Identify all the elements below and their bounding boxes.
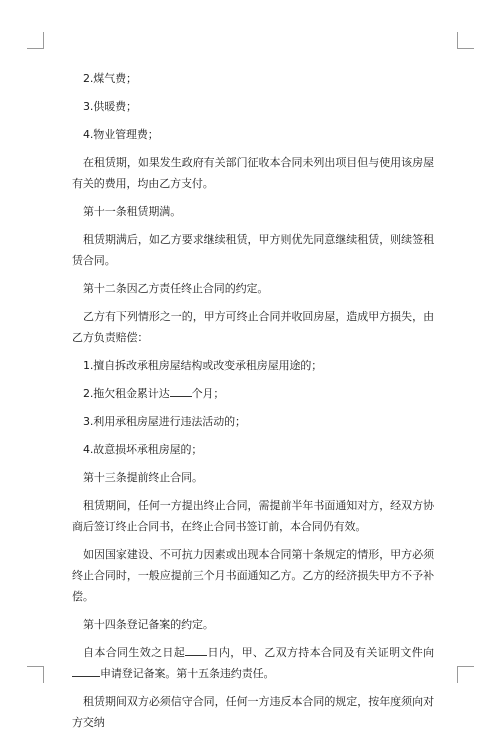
condition-2-text-after: 个月； xyxy=(191,387,225,400)
paragraph-termination-conditions: 乙方有下列情形之一的，甲方可终止合同并收回房屋，造成甲方损失，由乙方负责赔偿： xyxy=(72,310,434,344)
condition-2-text-before: 2.拖欠租金累计达 xyxy=(83,387,170,400)
crop-mark-top-right xyxy=(457,32,474,49)
registration-text-middle: 日内，甲、乙双方持本合同及有关证明文件向 xyxy=(207,646,434,659)
condition-2 xyxy=(72,383,434,404)
article-13-heading: 第十三条提前终止合同。 xyxy=(83,471,203,484)
blank-days xyxy=(185,655,207,656)
paragraph-early-termination: 租赁期间，任何一方提出终止合同，需提前半年书面通知对方，经双方协商后签订终止合同书，在终止合同书签订前，本合同仍有效。 xyxy=(72,499,434,533)
blank-authority xyxy=(72,676,100,677)
article-11-heading: 第十一条租赁期满。 xyxy=(83,205,182,218)
blank-months xyxy=(170,396,192,397)
paragraph-renewal: 租赁期满后，如乙方要求继续租赁，甲方则优先同意继续租赁，则续签租赁合同。 xyxy=(72,233,434,267)
paragraph-force-majeure: 如因国家建设、不可抗力因素或出现本合同第十条规定的情形，甲方必须终止合同时，一般应提前三个月书面通知乙方。乙方的经济损失甲方不予补偿。 xyxy=(72,548,434,603)
paragraph-other-fees: 在租赁期，如果发生政府有关部门征收本合同未列出项目但与使用该房屋有关的费用，均由乙方支付。 xyxy=(72,156,434,190)
condition-1: 1.擅自拆改承租房屋结构或改变承租房屋用途的； xyxy=(83,359,323,372)
document-body xyxy=(72,68,434,740)
paragraph-breach: 租赁期间双方必须信守合同，任何一方违反本合同的规定，按年度须向对方交纳 xyxy=(72,695,434,729)
article-12-heading: 第十二条因乙方责任终止合同的约定。 xyxy=(83,282,269,295)
crop-mark-top-left xyxy=(27,32,44,49)
condition-4: 4.故意损坏承租房屋的； xyxy=(83,443,203,456)
crop-mark-bottom-left xyxy=(27,666,44,683)
list-item-heating-fee: 3.供暖费； xyxy=(83,100,137,113)
condition-3: 3.利用承租房屋进行违法活动的； xyxy=(83,415,246,428)
registration-text-before: 自本合同生效之日起 xyxy=(83,646,186,659)
article-14-heading: 第十四条登记备案的约定。 xyxy=(83,618,214,631)
list-item-property-fee: 4.物业管理费； xyxy=(83,128,159,141)
registration-text-after: 申请登记备案。第十五条违约责任。 xyxy=(100,667,275,680)
paragraph-registration xyxy=(72,642,434,684)
crop-mark-bottom-right xyxy=(457,666,474,683)
list-item-gas-fee: 2.煤气费； xyxy=(83,72,137,85)
